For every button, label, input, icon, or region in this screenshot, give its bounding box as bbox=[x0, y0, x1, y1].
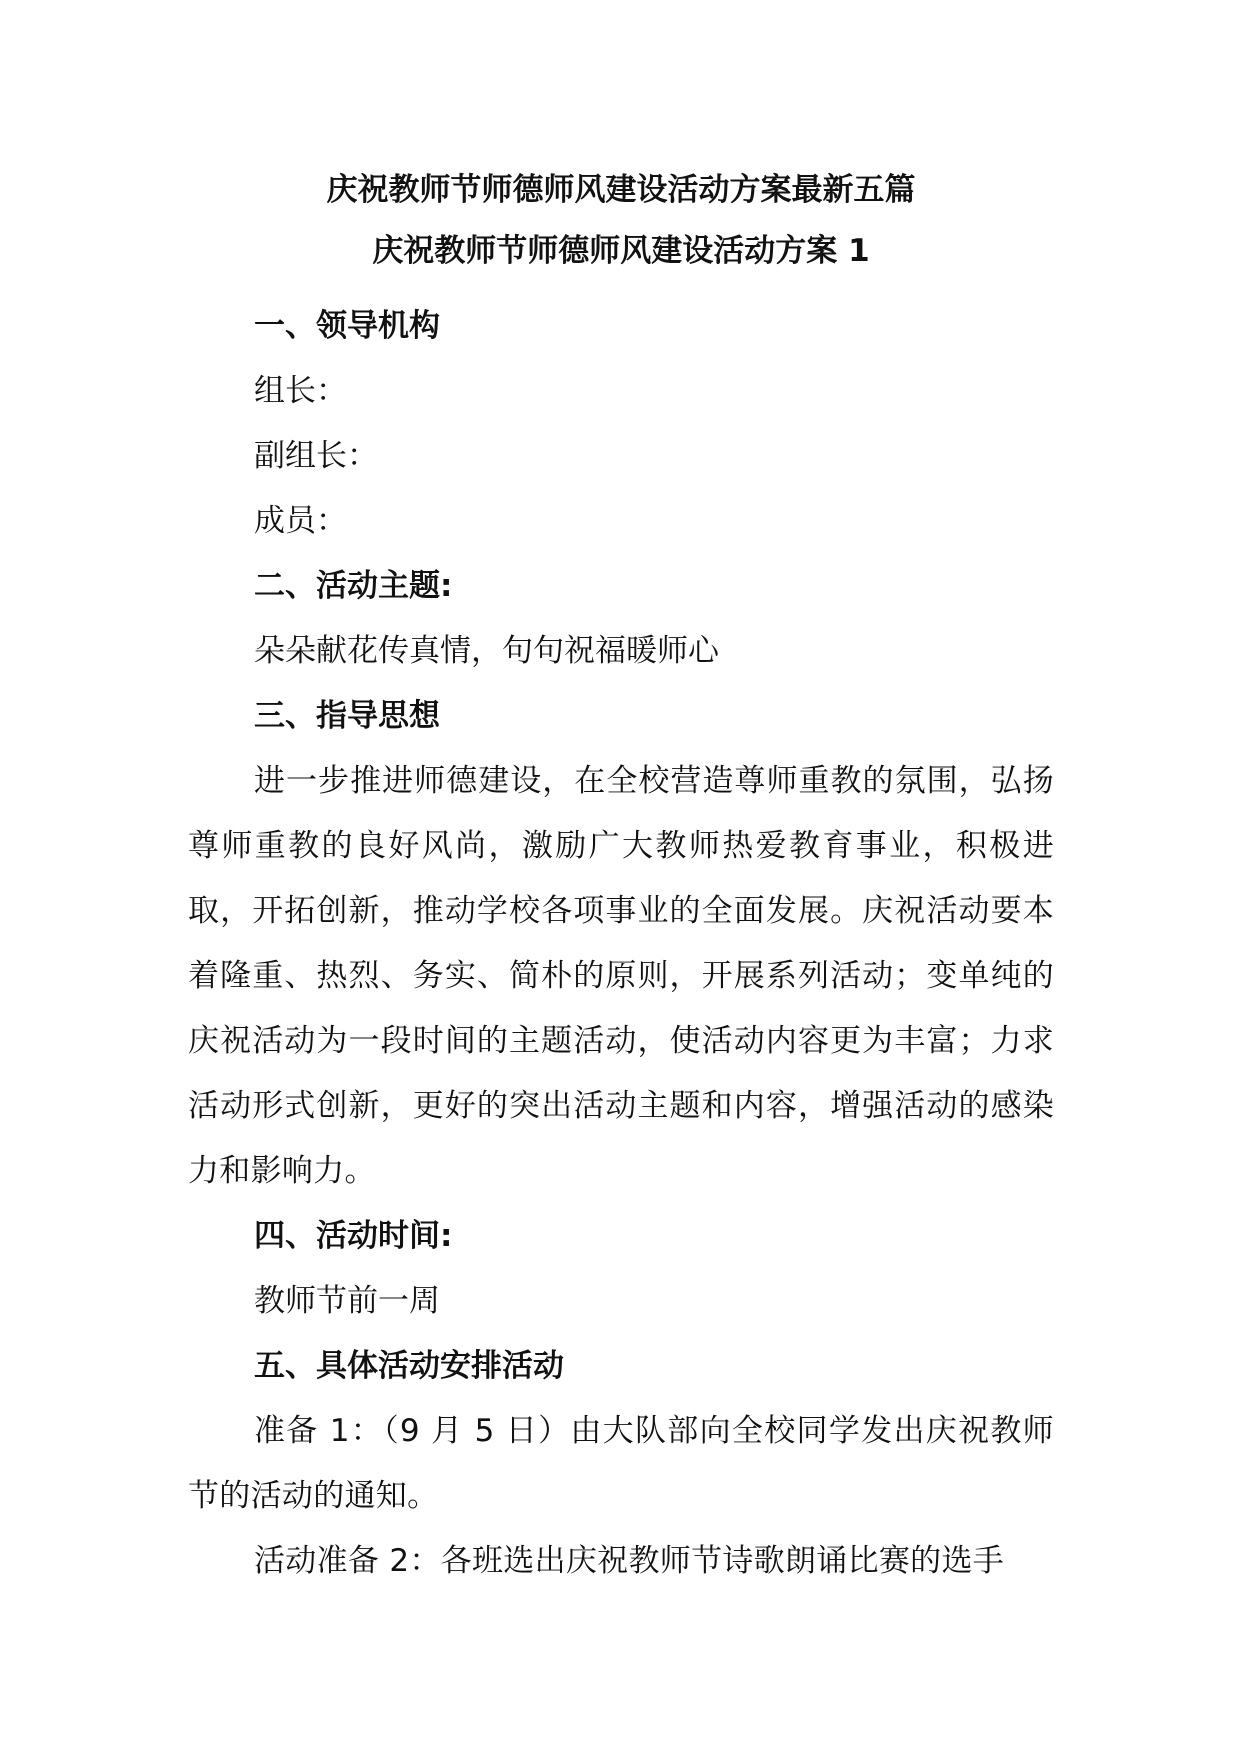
preparation-2-paragraph: 活动准备 2：各班选出庆祝教师节诗歌朗诵比赛的选手 bbox=[254, 1543, 1005, 1579]
leader-label: 组长： bbox=[254, 373, 347, 409]
preparation-1-paragraph: 准备 1：（9 月 5 日）由大队部向全校同学发出庆祝教师节的活动的通知。 bbox=[188, 1413, 1054, 1514]
theme-text: 朵朵献花传真情，句句祝福暖师心 bbox=[254, 633, 719, 669]
section-heading-guidance: 三、指导思想 bbox=[254, 698, 440, 734]
guidance-paragraph: 进一步推进师德建设，在全校营造尊师重教的氛围，弘扬尊师重教的良好风尚，激励广大教师热爱教育事业，积极进取，开拓创新，推动学校各项事业的全面发展。庆祝活动要本着隆重、热烈、务实、简朴的原则，开展系列活动；变单纯的庆祝活动为一段时间的主题活动，使活动内容更为丰富；力求活动形式创新，更好的突出活动主题和内容，增强活动的感染力和影响力。 bbox=[188, 763, 1054, 1189]
section-heading-theme: 二、活动主题: bbox=[254, 568, 453, 604]
document-body bbox=[188, 170, 1054, 1594]
time-text: 教师节前一周 bbox=[254, 1283, 440, 1319]
vice-leader-label: 副组长： bbox=[254, 438, 378, 474]
section-heading-arrangements: 五、具体活动安排活动 bbox=[254, 1348, 564, 1384]
section-heading-leadership: 一、领导机构 bbox=[254, 308, 440, 344]
members-label: 成员： bbox=[254, 503, 347, 539]
document-title: 庆祝教师节师德师风建设活动方案最新五篇 bbox=[326, 172, 916, 208]
document-subtitle: 庆祝教师节师德师风建设活动方案 1 bbox=[372, 233, 870, 269]
section-heading-time: 四、活动时间: bbox=[254, 1218, 453, 1254]
